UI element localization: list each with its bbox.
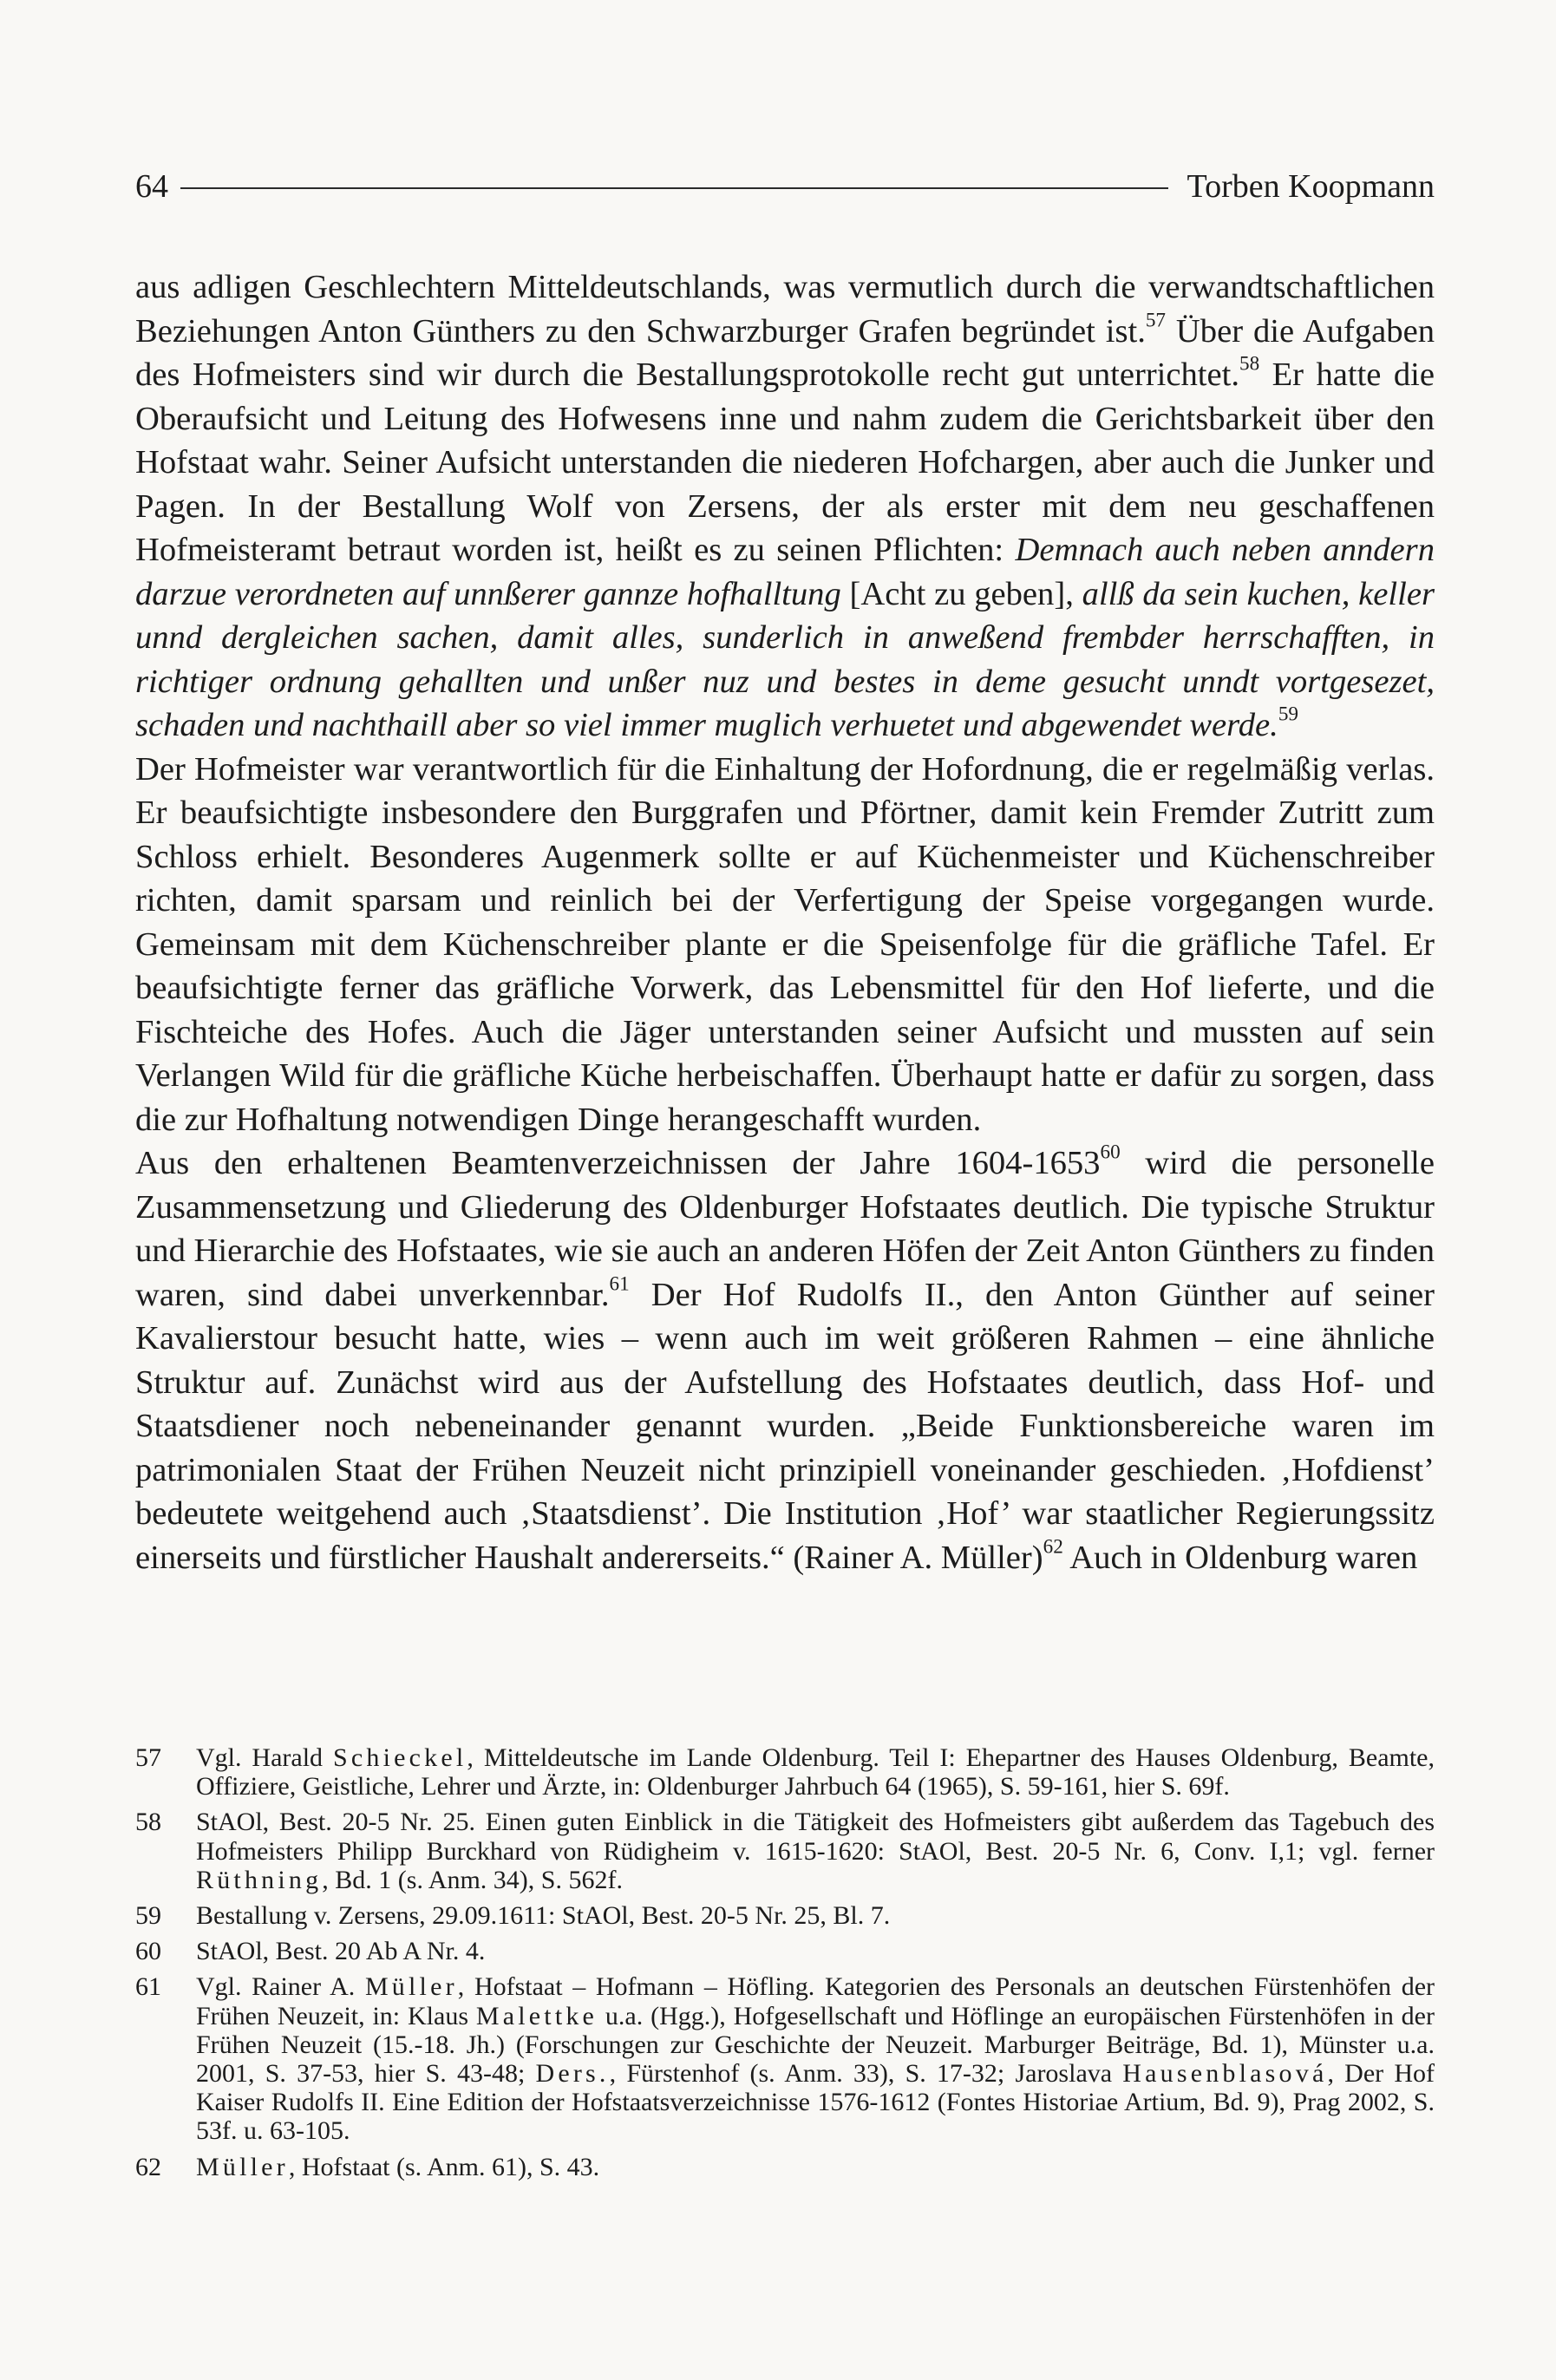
footnote-text: Bestallung v. Zersens, 29.09.1611: StAOl, Best. 20-5 Nr. 25, Bl. 7. [196,1901,891,1931]
running-head [135,165,1435,208]
footnote-number: 61 [135,1972,161,2002]
footnote-60 [135,1937,1435,1965]
footnote-text: StAOl, Best. 20-5 Nr. 25. Einen guten Einblick in die Tätigkeit des Hofmeisters gibt außerdem das Tagebuch des Hofmeisters Philipp Burckhard von Rüdigheim v. 1615-1620: StAOl, Best. 20-5 Nr. 6, Conv. I,1; vgl. ferner Rüthning, Bd. 1 (s. Anm. 34), S. 562f. [196,1808,1435,1894]
footnote-text: Vgl. Rainer A. Müller, Hofstaat – Hofmann – Höfling. Kategorien des Personals an deutschen Fürstenhöfen der Frühen Neuzeit, in: Klaus Malettke u.a. (Hgg.), Hofgesellschaft und Höflinge an europäischen Fürstenhöfen in der Frühen Neuzeit (15.-18. Jh.) (Forschungen zur Geschichte der Neuzeit. Marburger Beiträge, Bd. 1), Münster u.a. 2001, S. 37-53, hier S. 43-48; Ders., Fürstenhof (s. Anm. 33), S. 17-32; Jaroslava Hausenblasová, Der Hof Kaiser Rudolfs II. Eine Edition der Hofstaatsverzeichnisse 1576-1612 (Fontes Historiae Artium, Bd. 9), Prag 2002, S. 53f. u. 63-105. [196,1972,1435,2146]
footnote-ref-57[interactable]: 57 [1145,309,1166,332]
author-name: Müller [364,1972,458,2002]
footnote-62 [135,2153,1435,2181]
footnote-text: Vgl. Harald Schieckel, Mitteldeutsche im Lande Oldenburg. Teil I: Ehepartner des Hauses Oldenburg, Beamte, Offiziere, Geistliche, Lehrer und Ärzte, in: Oldenburger Jahrbuch 64 (1965), S. 59-161, hier S. 69f. [196,1743,1435,1801]
footnotes [135,1743,1435,2188]
footnote-ref-59[interactable]: 59 [1278,703,1298,726]
footnote-ref-58[interactable]: 58 [1239,352,1260,376]
quotation-part-1: Demnach auch neben anndern darzue verordneten auf unnßerer gannze hofhalltung [135,532,1435,612]
footnote-ref-61[interactable]: 61 [609,1272,630,1296]
footnote-text: StAOl, Best. 20 Ab A Nr. 4. [196,1937,486,1966]
footnote-text: Müller, Hofstaat (s. Anm. 61), S. 43. [196,2152,600,2181]
page-number: 64 [135,168,168,205]
author-name: Müller [196,2152,289,2181]
paragraph-3: Aus den erhaltenen Beamtenverzeichnissen der Jahre 1604-1653$^{60}$ wird die personelle Zusammensetzung und Gliederung des Oldenburger Hofstaates deutlich. Die typische Struktur und Hierarchie des Hofstaates, wie sie auch an anderen Höfen der Zeit Anton Günthers zu finden waren, sind dabei unverkennbar.$^{61}$ Der Hof Rudolfs II., den Anton Günther auf seiner Kavalierstour besucht hatte, wies – wenn auch im weit größeren Rahmen – eine ähnliche Struktur auf. Zunächst wird aus der Aufstellung des Hofstaates deutlich, dass Hof- und Staatsdiener noch nebeneinander genannt wurden. „Beide Funktionsbereiche waren im patrimonialen Staat der Frühen Neuzeit nicht prinzipiell voneinander geschieden. ‚Hofdienst’ bedeutete weitgehend auch ‚Staatsdienst’. Die Institution ‚Hof’ war staatlicher Regierungssitz einerseits und fürstlicher Haushalt andererseits.“ (Rainer A. Müller)$^{62}$ Auch in Oldenburg waren [135,1141,1435,1576]
footnote-57 [135,1743,1435,1801]
running-head-author: Torben Koopmann [1187,168,1435,205]
footnote-ref-62[interactable]: 62 [1043,1535,1063,1559]
footnote-number: 60 [135,1937,161,1966]
quotation-part-2: allß da sein kuchen, keller unnd dergleichen sachen, damit alles, sunderlich in anweßend frembder herrschafften, in richtiger ordnung gehallten und unßer nuz und bestes in deme gesucht unndt vortgesezet, schaden und nachthaill aber so viel immer muglich verhuetet und abgewendet werde. [135,575,1435,743]
author-name: Malettke [475,2001,598,2030]
author-name: Schieckel [333,1743,467,1772]
author-name: Ders. [535,2059,610,2089]
header-rule [180,187,1168,189]
paragraph-2: Der Hofmeister war verantwortlich für die Einhaltung der Hofordnung, die er regelmäßig verlas. Er beaufsichtigte insbesondere den Burggrafen und Pförtner, damit kein Fremder Zutritt zum Schloss erhielt. Besonderes Augenmerk sollte er auf Küchenmeister und Küchenschreiber richten, damit sparsam und reinlich bei der Verfertigung der Speise vorgegangen wurde. Gemeinsam mit dem Küchenschreiber plante er die Speisenfolge für die gräfliche Tafel. Er beaufsichtigte ferner das gräfliche Vorwerk, das Lebensmittel für den Hof lieferte, und die Fischteiche des Hofes. Auch die Jäger unterstanden seiner Aufsicht und mussten auf sein Verlangen Wild für die gräfliche Küche herbeischaffen. Überhaupt hatte er dafür zu sorgen, dass die zur Hofhaltung notwendigen Dinge herangeschafft wurden. [135,750,1435,1138]
footnote-58 [135,1808,1435,1894]
footnote-61 [135,1972,1435,2145]
footnote-number: 58 [135,1808,161,1837]
author-name: Hausenblasová [1122,2059,1328,2089]
paragraph-1: aus adligen Geschlechtern Mitteldeutschlands, was vermutlich durch die verwandtschaftlichen Beziehungen Anton Günthers zu den Schwarzburger Grafen begründet ist.$^{57}$ Über die Aufgaben des Hofmeisters sind wir durch die Bestallungsprotokolle recht gut unterrichtet.$^{58}$ Er hatte die Oberaufsicht und Leitung des Hofwesens inne und nahm zudem die Gerichtsbarkeit über den Hofstaat wahr. Seiner Aufsicht unterstanden die niederen Hofchargen, aber auch die Junker und Pagen. In der Bestallung Wolf von Zersens, der als erster mit dem neu geschaffenen Hofmeisteramt betraut worden ist, heißt es zu seinen Pflichten: Demnach auch neben anndern darzue verordneten auf unnßerer gannze hofhalltung [Acht zu geben], allß da sein kuchen, keller unnd dergleichen sachen, damit alles, sunderlich in anweßend frembder herrschafften, in richtiger ordnung gehallten und unßer nuz und bestes in deme gesucht unndt vortgesezet, schaden und nachthaill aber so viel immer muglich verhuetet und abgewendet werde.$^{59}$ [135,269,1435,743]
footnote-ref-60[interactable]: 60 [1100,1141,1121,1164]
footnote-number: 62 [135,2152,161,2181]
author-name: Rüthning [196,1865,323,1894]
footnote-number: 59 [135,1901,161,1931]
main-text [135,265,1435,1579]
footnote-59 [135,1901,1435,1930]
footnote-number: 57 [135,1743,161,1772]
